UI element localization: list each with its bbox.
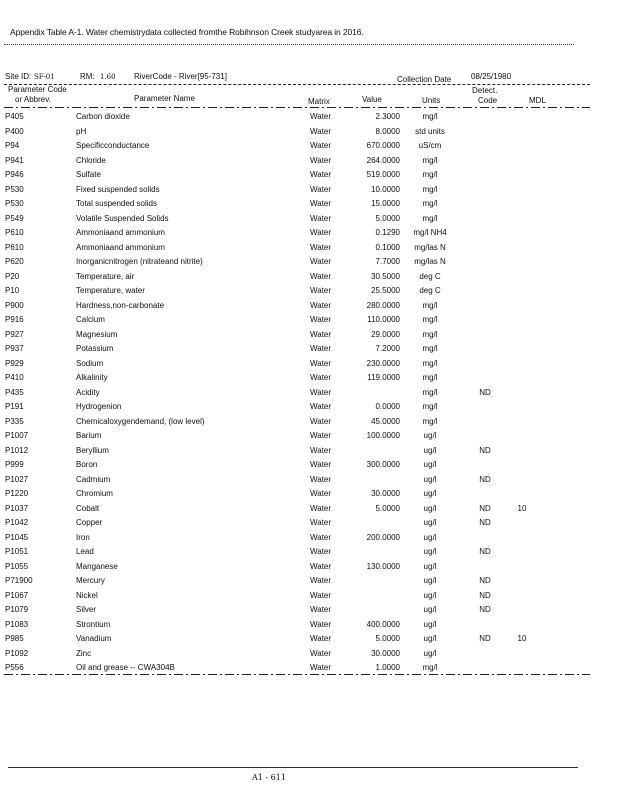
param-code-cell: P1083 (5, 619, 29, 629)
param-code-cell: P94 (5, 141, 20, 150)
param-name-cell: Carbon dioxide (76, 112, 130, 121)
site-id-value: SF-01 (34, 73, 55, 81)
units-cell: mg/las N (414, 242, 446, 252)
header-detect: Detect. (472, 86, 498, 95)
param-code-cell: P71900 (5, 576, 33, 585)
units-cell: ug/l (423, 634, 437, 643)
matrix-cell: Water (310, 213, 332, 223)
table-bottom-rule (4, 674, 590, 675)
units-cell: ug/l (423, 547, 437, 556)
table-row (0, 241, 618, 256)
param-name-cell: Sodium (76, 358, 104, 368)
value-cell: 200.0000 (366, 532, 400, 542)
param-code-cell: P1045 (5, 532, 29, 542)
param-name-cell: Ammoniaand ammonium (76, 228, 165, 237)
value-cell: 29.0000 (371, 329, 400, 339)
matrix-cell: Water (310, 619, 332, 629)
param-code-cell: P946 (5, 170, 24, 179)
detect-code-cell: ND (479, 474, 491, 484)
table-row (0, 328, 618, 343)
rm-label: RM: (80, 72, 95, 81)
param-name-cell: Vanadium (76, 634, 112, 643)
param-code-cell: P1220 (5, 489, 29, 498)
value-cell: 25.5000 (371, 286, 400, 295)
matrix-cell: Water (310, 489, 332, 498)
table-row (0, 299, 618, 314)
units-cell: deg C (419, 271, 441, 281)
param-name-cell: Sulfate (76, 170, 101, 179)
caption-divider (4, 44, 574, 45)
matrix-cell: Water (310, 590, 332, 600)
param-code-cell: P10 (5, 286, 20, 295)
param-code-cell: P435 (5, 387, 24, 397)
param-code-cell: P1092 (5, 648, 29, 658)
table-row (0, 632, 618, 647)
param-code-cell: P929 (5, 358, 24, 368)
header-or-abbrev: or Abbrev. (15, 95, 51, 104)
param-code-cell: P916 (5, 315, 24, 324)
table-row (0, 574, 618, 589)
param-name-cell: Oil and grease -- CWA304B (76, 663, 175, 672)
param-name-cell: Ammoniaand ammonium (76, 242, 165, 252)
units-cell: mg/l (422, 387, 438, 397)
table-row (0, 313, 618, 328)
units-cell: mg/l (422, 315, 438, 324)
table-row (0, 197, 618, 212)
param-code-cell: P999 (5, 460, 24, 469)
table-row (0, 226, 618, 241)
units-cell: mg/l (422, 358, 438, 368)
table-row (0, 545, 618, 560)
param-name-cell: Total suspended solids (76, 199, 157, 208)
units-cell: ug/l (423, 489, 437, 498)
matrix-cell: Water (310, 503, 332, 513)
matrix-cell: Water (310, 445, 332, 455)
matrix-cell: Water (310, 257, 332, 266)
value-cell: 670.0000 (366, 141, 400, 150)
units-cell: ug/l (423, 503, 437, 513)
table-row (0, 502, 618, 517)
value-cell: 7.7000 (375, 257, 400, 266)
units-cell: mg/l (422, 184, 438, 194)
collection-date-label: Collection Date (397, 75, 452, 84)
units-cell: mg/l (422, 213, 438, 223)
param-name-cell: pH (76, 126, 87, 136)
value-cell: 10.0000 (371, 184, 400, 194)
table-row (0, 618, 618, 633)
table-row (0, 400, 618, 415)
table-row (0, 371, 618, 386)
param-code-cell: P1051 (5, 547, 29, 556)
matrix-cell: Water (310, 358, 332, 368)
matrix-cell: Water (310, 242, 332, 252)
param-code-cell: P530 (5, 184, 24, 194)
table-row (0, 647, 618, 662)
matrix-cell: Water (310, 344, 332, 353)
value-cell: 280.0000 (366, 300, 400, 310)
units-cell: ug/l (423, 561, 437, 571)
matrix-cell: Water (310, 460, 332, 469)
matrix-cell: Water (310, 155, 332, 165)
param-code-cell: P400 (5, 126, 24, 136)
table-row (0, 255, 618, 270)
matrix-cell: Water (310, 663, 332, 672)
param-name-cell: Potassium (76, 344, 114, 353)
matrix-cell: Water (310, 315, 332, 324)
matrix-cell: Water (310, 286, 332, 295)
matrix-cell: Water (310, 170, 332, 179)
table-row (0, 357, 618, 372)
units-cell: mg/l (422, 402, 438, 411)
matrix-cell: Water (310, 431, 332, 440)
param-code-cell: P610 (5, 242, 24, 252)
matrix-cell: Water (310, 416, 332, 426)
param-name-cell: Chloride (76, 155, 106, 165)
detect-code-cell: ND (479, 445, 491, 455)
matrix-cell: Water (310, 648, 332, 658)
value-cell: 8.0000 (375, 126, 400, 136)
param-name-cell: Zinc (76, 648, 92, 658)
detect-code-cell: ND (479, 634, 491, 643)
value-cell: 110.0000 (367, 315, 400, 324)
matrix-cell: Water (310, 634, 332, 643)
param-code-cell: P410 (5, 373, 24, 382)
value-cell: 2.3000 (375, 112, 400, 121)
rm-value: 1.60 (100, 73, 116, 81)
mdl-cell: 10 (517, 503, 527, 513)
param-name-cell: Barium (76, 431, 102, 440)
units-cell: ug/l (423, 518, 437, 527)
value-cell: 0.0000 (375, 402, 400, 411)
detect-code-cell: ND (479, 576, 491, 585)
table-row (0, 429, 618, 444)
param-code-cell: P191 (5, 402, 24, 411)
value-cell: 519.0000 (366, 170, 400, 179)
units-cell: mg/las N (414, 257, 446, 266)
param-code-cell: P941 (5, 155, 24, 165)
matrix-cell: Water (310, 547, 332, 556)
param-code-cell: P1067 (5, 590, 29, 600)
table-row (0, 473, 618, 488)
units-cell: ug/l (423, 590, 437, 600)
detect-code-cell: ND (479, 518, 491, 527)
matrix-cell: Water (310, 199, 332, 208)
value-cell: 300.0000 (366, 460, 400, 469)
param-name-cell: Volatile Suspended Solids (76, 213, 169, 223)
units-cell: uS/cm (418, 141, 442, 150)
units-cell: mg/l (422, 155, 438, 165)
param-name-cell: Chemicaloxygendemand, (low level) (76, 416, 205, 426)
table-row (0, 270, 618, 285)
param-code-cell: P1027 (5, 474, 29, 484)
units-cell: ug/l (423, 576, 437, 585)
page-number: A1 - 611 (252, 773, 286, 782)
matrix-cell: Water (310, 300, 332, 310)
value-cell: 119.0000 (367, 373, 400, 382)
param-name-cell: Magnesium (76, 329, 118, 339)
header-param-name: Parameter Name (134, 94, 195, 103)
matrix-cell: Water (310, 329, 332, 339)
matrix-cell: Water (310, 532, 332, 542)
units-cell: mg/l (422, 663, 438, 672)
param-name-cell: Calcium (76, 315, 105, 324)
value-cell: 5.0000 (375, 634, 400, 643)
param-code-cell: P1037 (5, 503, 29, 513)
mdl-cell: 10 (517, 634, 527, 643)
value-cell: 100.0000 (366, 431, 400, 440)
param-name-cell: Iron (76, 532, 90, 542)
value-cell: 45.0000 (371, 416, 400, 426)
param-name-cell: Cobalt (76, 503, 100, 513)
table-row (0, 154, 618, 169)
param-code-cell: P900 (5, 300, 24, 310)
param-name-cell: Beryllium (76, 445, 109, 455)
table-row (0, 560, 618, 575)
header-detect-code: Code (478, 96, 498, 105)
data-table-body (0, 110, 618, 676)
detect-code-cell: ND (479, 387, 491, 397)
detect-code-cell: ND (479, 547, 491, 556)
param-name-cell: Copper (76, 518, 103, 527)
table-row (0, 110, 618, 125)
detect-code-cell: ND (479, 503, 491, 513)
matrix-cell: Water (310, 271, 332, 281)
header-mdl: MDL (529, 96, 546, 105)
table-row (0, 603, 618, 618)
units-cell: mg/l (422, 344, 438, 353)
matrix-cell: Water (310, 141, 332, 150)
param-code-cell: P1042 (5, 518, 29, 527)
units-cell: mg/l (422, 199, 438, 208)
param-code-cell: P1007 (5, 431, 29, 440)
matrix-cell: Water (310, 518, 332, 527)
table-row (0, 284, 618, 299)
units-cell: mg/l NH4 (413, 228, 447, 237)
units-cell: mg/l (422, 300, 438, 310)
value-cell: 15.0000 (371, 199, 400, 208)
value-cell: 400.0000 (366, 619, 400, 629)
param-name-cell: Acidity (76, 387, 100, 397)
value-cell: 30.0000 (371, 489, 400, 498)
param-name-cell: Inorganicnitrogen (nitrateand nitrite) (76, 257, 203, 266)
table-row (0, 458, 618, 473)
units-cell: std units (415, 126, 445, 136)
param-code-cell: P20 (5, 271, 20, 281)
table-row (0, 342, 618, 357)
table-row (0, 487, 618, 502)
param-code-cell: P610 (5, 228, 24, 237)
detect-code-cell: ND (479, 590, 491, 600)
units-cell: ug/l (423, 532, 437, 542)
matrix-cell: Water (310, 561, 332, 571)
table-row (0, 589, 618, 604)
param-name-cell: Strontium (76, 619, 111, 629)
param-name-cell: Boron (76, 460, 98, 469)
param-name-cell: Cadmium (76, 474, 111, 484)
value-cell: 5.0000 (375, 503, 400, 513)
units-cell: ug/l (423, 648, 437, 658)
param-name-cell: Hardness,non-carbonate (76, 300, 165, 310)
units-cell: mg/l (422, 416, 438, 426)
param-name-cell: Silver (76, 605, 97, 614)
param-code-cell: P1012 (5, 445, 29, 455)
site-id-label: Site ID: (5, 72, 32, 81)
units-cell: ug/l (423, 460, 437, 469)
units-cell: ug/l (423, 445, 437, 455)
footer-rule (8, 767, 578, 768)
units-cell: deg C (419, 286, 441, 295)
param-code-cell: P335 (5, 416, 24, 426)
param-name-cell: Mercury (76, 576, 105, 585)
param-code-cell: P620 (5, 257, 24, 266)
value-cell: 264.0000 (366, 155, 400, 165)
param-name-cell: Temperature, air (76, 271, 135, 281)
table-row (0, 168, 618, 183)
param-code-cell: P556 (5, 663, 24, 672)
matrix-cell: Water (310, 576, 332, 585)
units-cell: mg/l (422, 373, 438, 382)
units-cell: mg/l (422, 112, 438, 121)
value-cell: 0.1000 (375, 242, 400, 252)
value-cell: 7.2000 (375, 344, 400, 353)
matrix-cell: Water (310, 387, 332, 397)
param-code-cell: P405 (5, 112, 24, 121)
river-code: RiverCode - River[95-731] (134, 72, 227, 81)
param-code-cell: P937 (5, 344, 24, 353)
units-cell: mg/l (422, 329, 438, 339)
matrix-cell: Water (310, 605, 332, 614)
table-row (0, 183, 618, 198)
value-cell: 230.0000 (366, 358, 400, 368)
table-row (0, 125, 618, 140)
value-cell: 130.0000 (366, 561, 400, 571)
param-code-cell: P530 (5, 199, 24, 208)
matrix-cell: Water (310, 228, 332, 237)
header-param-code: Parameter Code (8, 85, 67, 94)
param-code-cell: P1055 (5, 561, 29, 571)
table-row (0, 531, 618, 546)
header-matrix: Matrix (308, 97, 330, 106)
matrix-cell: Water (310, 474, 332, 484)
collection-date-value: 08/25/1980 (471, 72, 512, 81)
matrix-cell: Water (310, 184, 332, 194)
units-cell: ug/l (423, 619, 437, 629)
param-name-cell: Nickel (76, 590, 98, 600)
matrix-cell: Water (310, 373, 332, 382)
value-cell: 30.5000 (371, 271, 400, 281)
param-name-cell: Alkalinity (76, 373, 108, 382)
param-code-cell: P549 (5, 213, 24, 223)
units-cell: ug/l (423, 605, 437, 614)
detect-code-cell: ND (479, 605, 491, 614)
table-row (0, 386, 618, 401)
param-code-cell: P1079 (5, 605, 29, 614)
param-name-cell: Manganese (76, 561, 118, 571)
table-row (0, 139, 618, 154)
matrix-cell: Water (310, 126, 332, 136)
table-row (0, 212, 618, 227)
value-cell: 5.0000 (375, 213, 400, 223)
value-cell: 30.0000 (371, 648, 400, 658)
table-row (0, 444, 618, 459)
units-cell: ug/l (423, 474, 437, 484)
param-name-cell: Lead (76, 547, 94, 556)
matrix-cell: Water (310, 402, 332, 411)
header-bottom-rule (4, 107, 590, 108)
param-name-cell: Hydrogenion (76, 402, 122, 411)
param-name-cell: Fixed suspended solids (76, 184, 160, 194)
param-name-cell: Temperature, water (76, 286, 145, 295)
param-code-cell: P985 (5, 634, 24, 643)
units-cell: mg/l (422, 170, 438, 179)
param-name-cell: Specificconductance (76, 141, 150, 150)
param-code-cell: P927 (5, 329, 24, 339)
value-cell: 0.1290 (375, 228, 400, 237)
matrix-cell: Water (310, 112, 332, 121)
header-top-rule (4, 84, 590, 85)
table-row (0, 516, 618, 531)
table-caption: Appendix Table A-1. Water chemistrydata collected fromthe Robihnson Creek studyarea in 2016. (10, 27, 364, 37)
units-cell: ug/l (423, 431, 437, 440)
table-row (0, 415, 618, 430)
param-name-cell: Chromium (76, 489, 113, 498)
header-value: Value (362, 95, 382, 104)
value-cell: 1.0000 (375, 663, 400, 672)
header-units: Units (422, 96, 441, 105)
